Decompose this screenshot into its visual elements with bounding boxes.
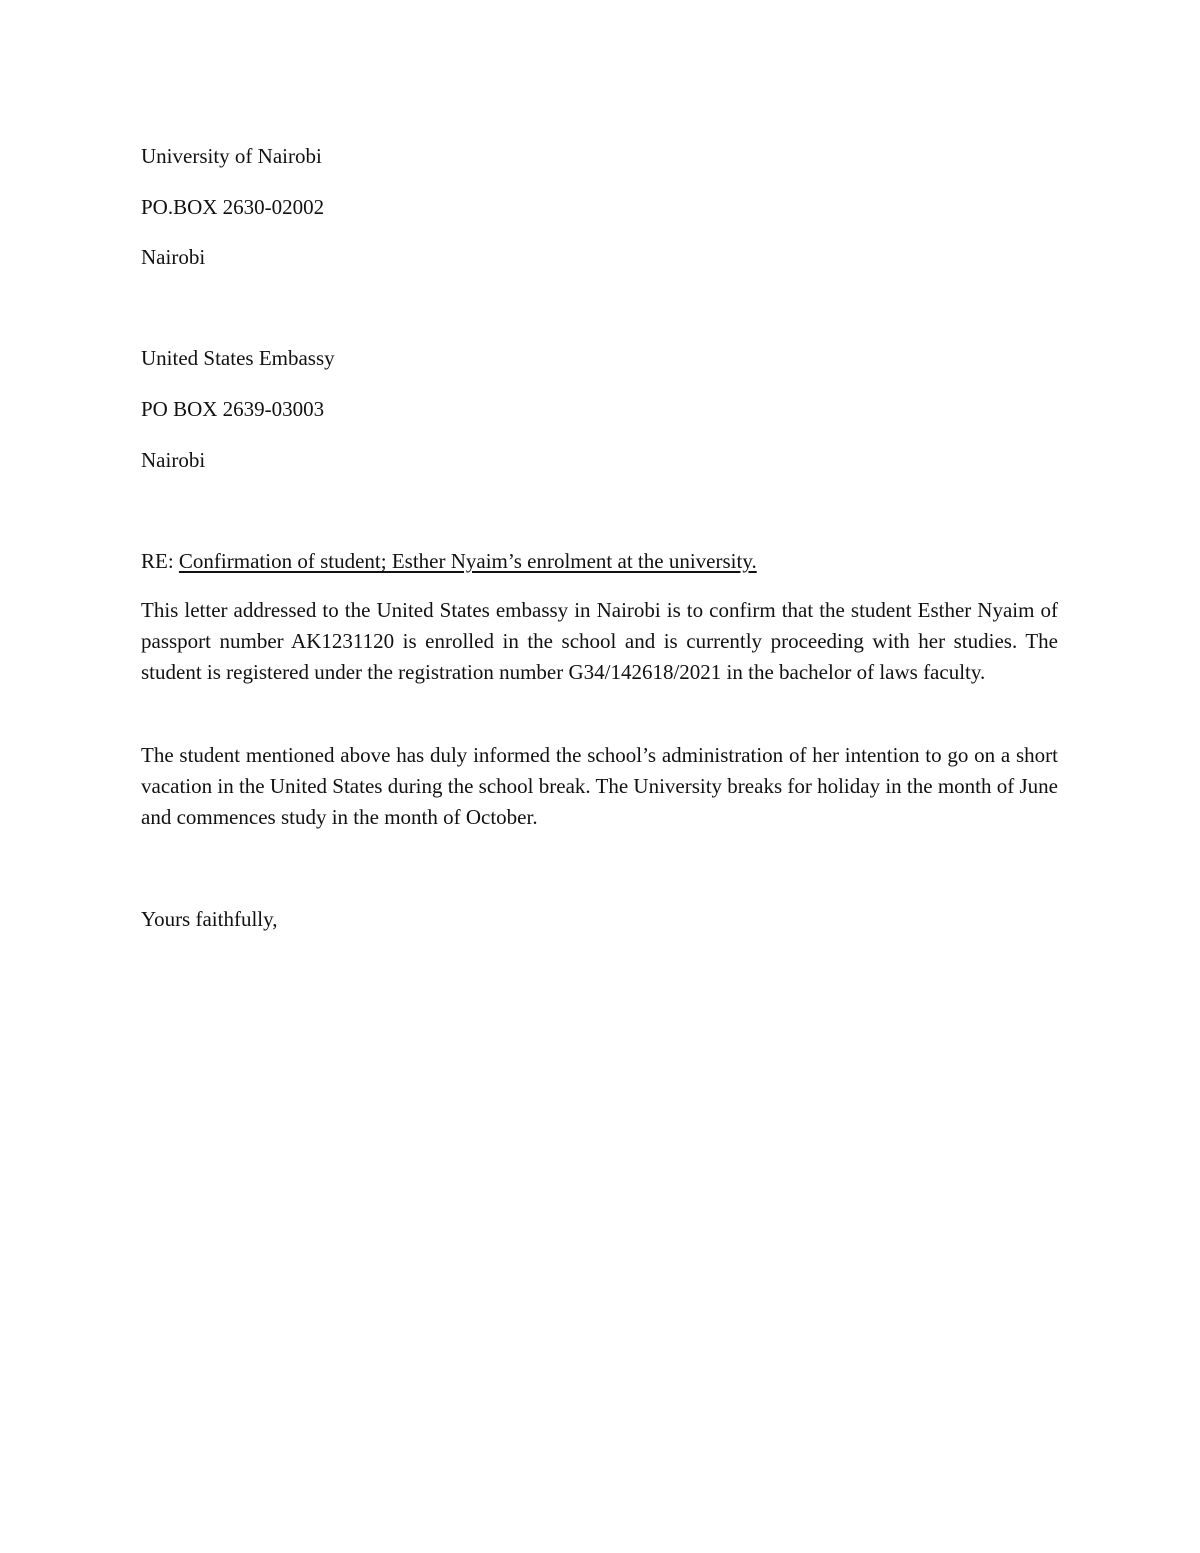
re-line (141, 549, 757, 573)
recipient-city: Nairobi (141, 448, 206, 472)
sender-name: University of Nairobi (141, 144, 322, 168)
re-prefix: RE: (141, 549, 174, 573)
body-paragraph-1: This letter addressed to the United States embassy in Nairobi is to confirm that the student Esther Nyaim of passport number AK1231120 is enrolled in the school and is currently proceeding with her studies. The student is registered under the registration number G34/142618/2021 in the bachelor of laws faculty. (141, 598, 1058, 684)
re-subject: Confirmation of student; Esther Nyaim’s enrolment at the university. (178, 549, 757, 573)
recipient-po-box: PO BOX 2639-03003 (141, 397, 325, 421)
recipient-name: United States Embassy (141, 346, 335, 370)
sender-po-box: PO.BOX 2630-02002 (141, 195, 325, 219)
closing: Yours faithfully, (141, 907, 278, 931)
sender-city: Nairobi (141, 245, 206, 269)
body-paragraph-2: The student mentioned above has duly informed the school’s administration of her intention to go on a short vacation in the United States during the school break. The University breaks for holiday in the month of June and commences study in the month of October. (141, 743, 1058, 829)
